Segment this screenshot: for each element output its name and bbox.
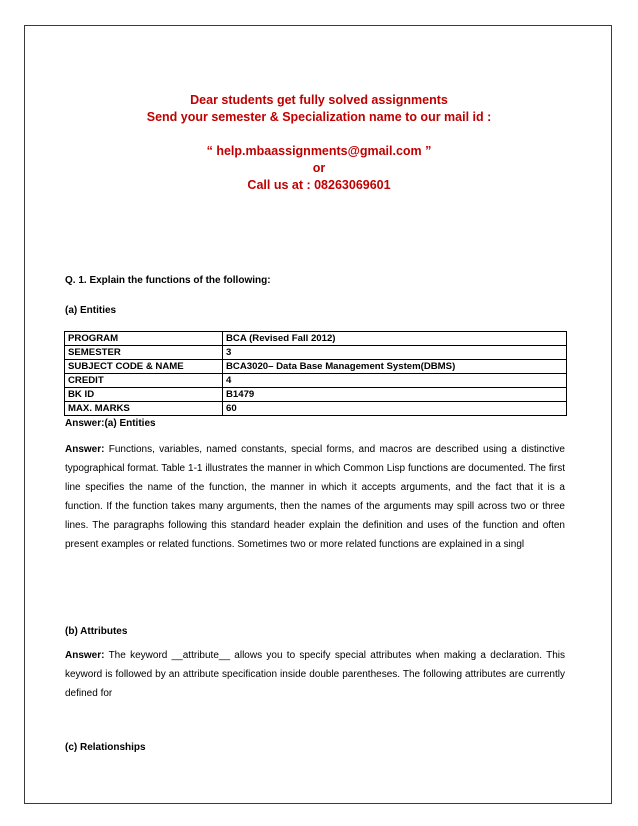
table-value: BCA3020– Data Base Management System(DBMS) xyxy=(223,360,567,374)
info-table xyxy=(64,331,567,416)
promo-email: “ help.mbaassignments@gmail.com ” xyxy=(206,144,432,158)
table-value: 4 xyxy=(223,374,567,388)
part-a-heading: (a) Entities xyxy=(65,305,117,316)
table-label: SUBJECT CODE & NAME xyxy=(65,360,223,374)
table-row xyxy=(65,332,567,346)
answer-b-paragraph xyxy=(65,646,565,703)
table-row xyxy=(65,388,567,402)
promo-line-1: Dear students get fully solved assignments xyxy=(190,93,448,107)
answer-a-heading: Answer:(a) Entities xyxy=(65,418,156,429)
part-b-heading: (b) Attributes xyxy=(65,626,128,637)
answer-label: Answer: xyxy=(65,650,105,661)
table-label: BK ID xyxy=(65,388,223,402)
table-row xyxy=(65,402,567,416)
table-label: MAX. MARKS xyxy=(65,402,223,416)
table-value: 3 xyxy=(223,346,567,360)
answer-b-text: The keyword __attribute__ allows you to specify special attributes when making a declaration. This keyword is followed by an attribute specification inside double parentheses. The following attributes are currently defined for xyxy=(65,650,565,699)
part-c-heading: (c) Relationships xyxy=(65,742,146,753)
table-value: B1479 xyxy=(223,388,567,402)
answer-a-paragraph xyxy=(65,440,565,554)
table-label: CREDIT xyxy=(65,374,223,388)
promo-call: Call us at : 08263069601 xyxy=(247,178,391,192)
question-title: Q. 1. Explain the functions of the following: xyxy=(65,275,271,286)
table-row xyxy=(65,374,567,388)
promo-or: or xyxy=(312,161,326,175)
table-label: PROGRAM xyxy=(65,332,223,346)
table-value: BCA (Revised Fall 2012) xyxy=(223,332,567,346)
table-row xyxy=(65,360,567,374)
promo-line-2: Send your semester & Specialization name to our mail id : xyxy=(146,110,492,124)
table-label: SEMESTER xyxy=(65,346,223,360)
answer-a-text: Functions, variables, named constants, special forms, and macros are described using a distinctive typographical format. Table 1-1 illustrates the manner in which Common Lisp functions are documented. The first line specifies the name of the function, the manner in which it accepts arguments, and the fact that it is a function. If the function takes many arguments, then the names of the arguments may spill across two or three lines. The paragraphs following this standard header explain the definition and uses of the function and often present examples or related functions. Sometimes two or more related functions are explained in a singl xyxy=(65,444,565,550)
table-value: 60 xyxy=(223,402,567,416)
table-row xyxy=(65,346,567,360)
answer-label: Answer: xyxy=(65,444,105,455)
